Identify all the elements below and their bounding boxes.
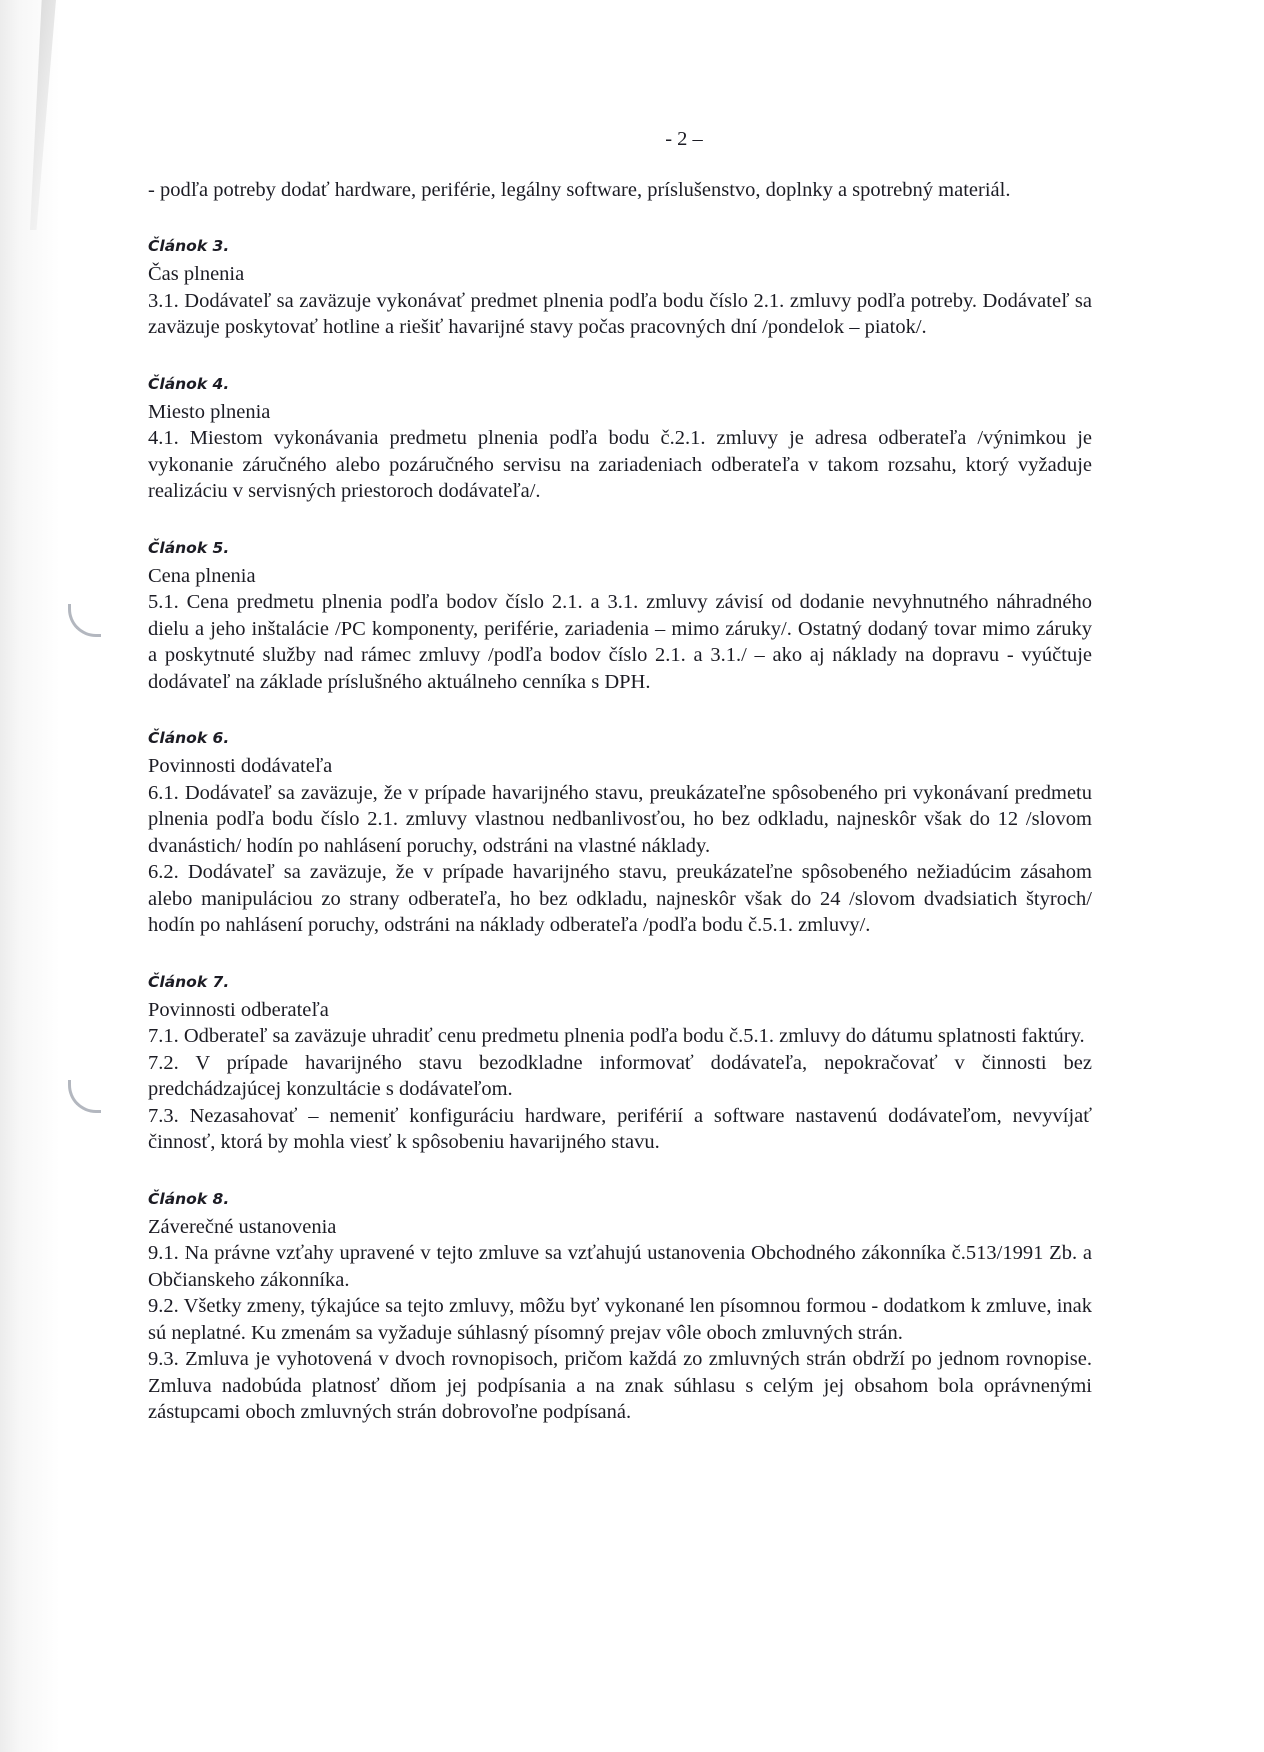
- article-heading: Článok 7.: [148, 972, 230, 991]
- clause: 7.3. Nezasahovať – nemeniť konfiguráciu hardware, periférií a software nastavenú dodávateľom, nevyvíjať činnosť, ktorá by mohla viesť k spôsobeniu havarijného stavu.: [148, 1104, 1092, 1153]
- clause: 9.1. Na právne vzťahy upravené v tejto zmluve sa vzťahujú ustanovenia Obchodného zákonníka č.513/1991 Zb. a Občianskeho zákonníka.: [148, 1242, 1092, 1291]
- intro-paragraph: - podľa potreby dodať hardware, periférie, legálny software, príslušenstvo, doplnky a spotrebný materiál.: [148, 178, 1011, 201]
- article-heading: Článok 3.: [148, 237, 230, 255]
- clause: 6.2. Dodávateľ sa zaväzuje, že v prípade havarijného stavu, preukázateľne spôsobeného nežiadúcim zásahom alebo manipuláciou zo strany odberateľa, ho bez odkladu, najneskôr však do 24 /slovom dvadsiatich štyroch/ hodín po nahlásení poruchy, odstráni na náklady odberateľa /podľa bodu č.5.1. zmluvy/.: [148, 861, 1092, 936]
- document-page: [148, 126, 1092, 1426]
- article-3: [148, 233, 1092, 341]
- article-heading: Článok 4.: [148, 374, 230, 393]
- article-title: Miesto plnenia: [148, 400, 271, 423]
- clause: 5.1. Cena predmetu plnenia podľa bodov číslo 2.1. a 3.1. zmluvy závisí od dodanie nevyhnutného náhradného dielu a jeho inštalácie /PC komponenty, periférie, zariadenia – mimo záruky/. Ostatný dodaný tovar mimo záruky a poskytnuté služby nad rámec zmluvy /podľa bodov číslo 2.1. a 3.1./ – ako aj náklady na dopravu - vyúčtuje dodávateľ na základe príslušného aktuálneho cenníka s DPH.: [148, 591, 1092, 693]
- clause: 3.1. Dodávateľ sa zaväzuje vykonávať predmet plnenia podľa bodu číslo 2.1. zmluvy podľa potreby. Dodávateľ sa zaväzuje poskytovať hotline a riešiť havarijné stavy počas pracovných dní /pondelok – piatok/.: [148, 289, 1092, 338]
- article-title: Povinnosti dodávateľa: [148, 755, 333, 777]
- article-title: Záverečné ustanovenia: [148, 1215, 337, 1238]
- article-heading: Článok 5.: [148, 538, 230, 557]
- article-5: [148, 535, 1092, 696]
- article-8: [148, 1186, 1092, 1426]
- article-title: Cena plnenia: [148, 564, 256, 587]
- scan-shadow: [0, 0, 60, 1752]
- punch-hole-mark: [68, 604, 101, 637]
- article-4: [148, 371, 1092, 505]
- punch-hole-mark: [68, 1080, 101, 1113]
- article-heading: Článok 6.: [148, 729, 230, 747]
- clause: 9.2. Všetky zmeny, týkajúce sa tejto zmluvy, môžu byť vykonané len písomnou formou - dodatkom k zmluve, inak sú neplatné. Ku zmenám sa vyžaduje súhlasný písomný prejav vôle oboch zmluvných strán.: [148, 1295, 1092, 1344]
- article-6: [148, 725, 1092, 939]
- article-title: Povinnosti odberateľa: [148, 998, 329, 1021]
- clause: 4.1. Miestom vykonávania predmetu plnenia podľa bodu č.2.1. zmluvy je adresa odberateľa /výnimkou je vykonanie záručného alebo pozáručného servisu na zariadeniach odberateľa v takom rozsahu, ktorý vyžaduje realizáciu v servisných priestoroch dodávateľa/.: [148, 427, 1092, 502]
- article-7: [148, 969, 1092, 1156]
- clause: 7.1. Odberateľ sa zaväzuje uhradiť cenu predmetu plnenia podľa bodu č.5.1. zmluvy do dátumu splatnosti faktúry.: [148, 1025, 1085, 1047]
- article-heading: Článok 8.: [148, 1189, 230, 1208]
- article-title: Čas plnenia: [148, 263, 245, 285]
- clause: 7.2. V prípade havarijného stavu bezodkladne informovať dodávateľa, nepokračovať v činnosti bez predchádzajúcej konzultácie s dodávateľom.: [148, 1051, 1092, 1100]
- clause: 6.1. Dodávateľ sa zaväzuje, že v prípade havarijného stavu, preukázateľne spôsobeného pri vykonávaní predmetu plnenia podľa bodu číslo 2.1. zmluvy vlastnou nedbanlivosťou, ho bez odkladu, najneskôr však do 12 /slovom dvanástich/ hodín po nahlásení poruchy, odstráni na vlastné náklady.: [148, 781, 1092, 857]
- page-number: - 2 –: [665, 128, 703, 150]
- clause: 9.3. Zmluva je vyhotovená v dvoch rovnopisoch, pričom každá zo zmluvných strán obdrží po jednom rovnopise. Zmluva nadobúda platnosť dňom jej podpísania a na znak súhlasu s celým jej obsahom bola oprávnenými zástupcami oboch zmluvných strán dobrovoľne podpísaná.: [148, 1348, 1092, 1423]
